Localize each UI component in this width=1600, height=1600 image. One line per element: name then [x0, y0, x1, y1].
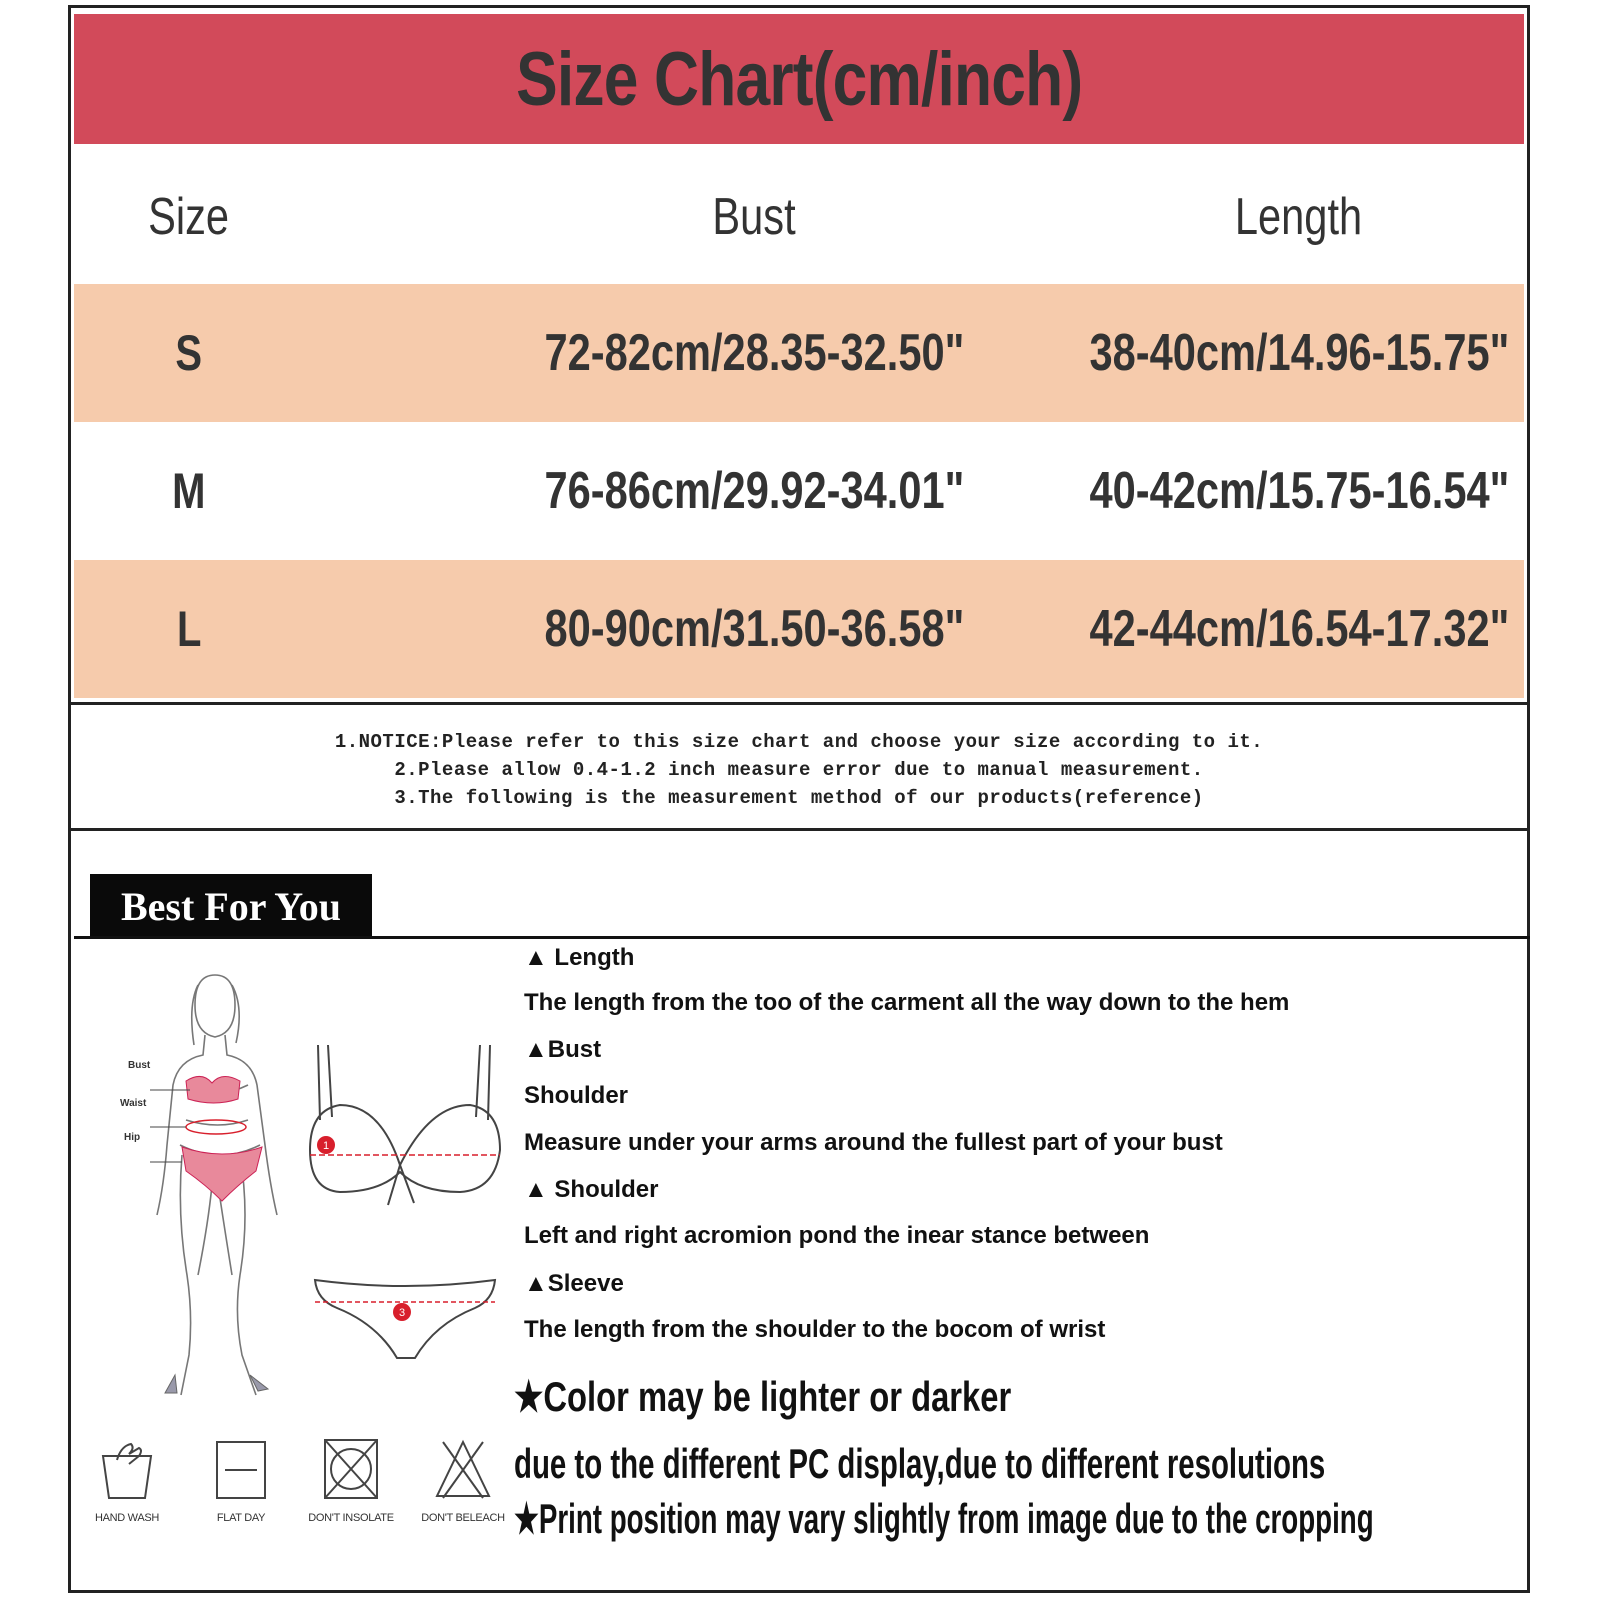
size-cell: M	[172, 463, 206, 519]
note-display: due to the different PC display,due to different resolutions	[514, 1440, 1326, 1487]
desc-bust-sub: Shoulder	[524, 1082, 629, 1109]
figure-label-bust: Bust	[128, 1060, 151, 1071]
care-label: DON'T BELEACH	[421, 1512, 505, 1524]
length-cell: 42-44cm/16.54-17.32"	[1089, 600, 1509, 658]
flat-dry-icon	[211, 1438, 271, 1502]
size-cell: L	[176, 601, 202, 657]
desc-bust-heading: ▲Bust	[524, 1036, 602, 1063]
bust-cell: 80-90cm/31.50-36.58"	[544, 600, 964, 658]
section-tab-label: Best For You	[121, 883, 341, 929]
desc-bust-text: Measure under your arms around the fullest part of your bust	[524, 1129, 1223, 1156]
care-dont-bleach	[408, 1438, 518, 1524]
figure-label-hip: Hip	[124, 1132, 141, 1143]
desc-shoulder-heading: ▲ Shoulder	[524, 1176, 659, 1203]
table-row	[74, 560, 1524, 698]
table-header-row	[74, 148, 1524, 286]
dont-insolate-icon	[321, 1438, 381, 1502]
note-color: ★Color may be lighter or darker	[514, 1373, 1012, 1420]
bust-cell: 72-82cm/28.35-32.50"	[544, 324, 964, 382]
care-label: DON'T INSOLATE	[308, 1512, 394, 1524]
panty-diagram-illustration	[310, 1270, 500, 1370]
care-label: FLAT DAY	[216, 1512, 266, 1524]
note-print: ★Print position may vary slightly from image due to the cropping	[514, 1495, 1374, 1542]
notice-line: 1.NOTICE:Please refer to this size chart and choose your size according to it.	[334, 731, 1264, 753]
bust-cell: 76-86cm/29.92-34.01"	[544, 462, 964, 520]
model-figure-illustration	[120, 955, 300, 1415]
desc-shoulder-text: Left and right acromion pond the inear stance between	[524, 1222, 1150, 1249]
hand-wash-icon	[97, 1438, 157, 1502]
length-cell: 40-42cm/15.75-16.54"	[1089, 462, 1509, 520]
header-length: Length	[1235, 188, 1363, 246]
desc-sleeve-text: The length from the shoulder to the bocom of wrist	[524, 1316, 1106, 1343]
care-dont-insolate	[296, 1438, 406, 1524]
figure-label-waist: Waist	[120, 1098, 147, 1109]
care-label: HAND WASH	[94, 1512, 160, 1524]
page-title: Size Chart(cm/inch)	[515, 36, 1083, 122]
desc-sleeve-heading: ▲Sleeve	[524, 1270, 624, 1297]
table-row	[74, 284, 1524, 422]
desc-length-heading: ▲ Length	[524, 944, 635, 971]
svg-text:1: 1	[322, 1140, 330, 1152]
header-bust: Bust	[712, 188, 796, 246]
notice-line: 3.The following is the measurement method of our products(reference)	[394, 787, 1204, 809]
care-hand-wash	[72, 1438, 182, 1524]
size-cell: S	[175, 325, 203, 381]
title-band	[74, 14, 1524, 144]
notice-line: 2.Please allow 0.4-1.2 inch measure error due to manual measurement.	[394, 759, 1204, 781]
divider	[68, 828, 1530, 831]
header-size: Size	[148, 188, 230, 246]
notice-block	[74, 728, 1524, 812]
desc-length-text: The length from the too of the carment all the way down to the hem	[524, 989, 1290, 1016]
bra-diagram-illustration	[300, 1040, 510, 1220]
length-cell: 38-40cm/14.96-15.75"	[1089, 324, 1509, 382]
svg-text:3: 3	[398, 1307, 406, 1319]
dont-bleach-icon	[433, 1438, 493, 1502]
section-tab	[90, 874, 372, 938]
care-flat-dry	[186, 1438, 296, 1524]
table-row	[74, 422, 1524, 560]
section-rule	[74, 936, 1530, 939]
divider	[68, 702, 1530, 705]
